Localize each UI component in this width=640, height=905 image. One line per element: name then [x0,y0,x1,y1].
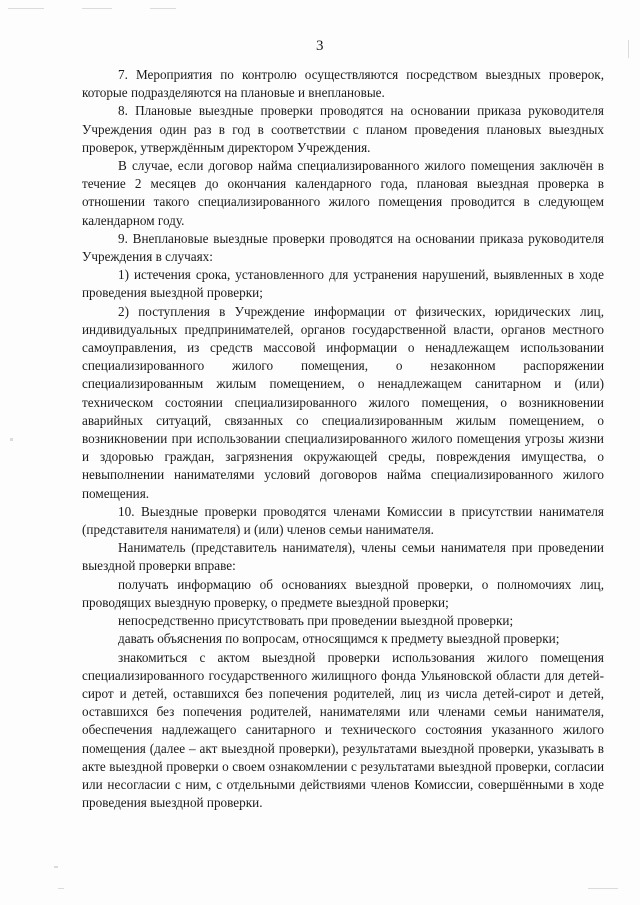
paragraph-rights-intro: Наниматель (представитель нанимателя), члены семьи нанимателя при проведении выездной проверки вправе: [82,540,604,574]
scan-artifact [588,888,618,889]
paragraph-7: 7. Мероприятия по контролю осуществляются посредством выездных проверок, которые подразделяются на плановые и внеплановые. [82,67,604,101]
scan-artifact [82,8,112,9]
paragraph-8-note: В случае, если договор найма специализированного жилого помещения заключён в течение 2 месяцев до окончания календарного года, плановая выездная проверка в отношении такого специализированного жилого помещения проводится в следующем календарном году. [82,158,604,228]
scan-artifact [54,866,58,868]
paragraph-9-item-2: 2) поступления в Учреждение информации от физических, юридических лиц, индивидуальных предпринимателей, органов государственной власти, органов местного самоуправления, из средств массовой информации о ненадлежащем использовании специализированного жилого помещения, о незаконном распоряжении специализированным жилым помещением, о ненадлежащем санитарном и (или) техническом состоянии специализированного жилого помещения, о возникновении аварийных ситуаций, связанных со специализированным жилым помещением, о возникновении при использовании специализированного жилого помещения угрозы жизни и здоровью граждан, загрязнения окружающей среды, повреждения имущества, о невыполнении нанимателями условий договоров найма специализированного жилого помещения. [82,303,604,501]
paragraph-8: 8. Плановые выездные проверки проводятся на основании приказа руководителя Учреждения один раз в год в соответствии с планом проведения плановых выездных проверок, утверждённым директором Учреждения. [82,103,604,155]
scan-artifact [58,888,64,889]
right-receive-information: получать информацию об основаниях выездной проверки, о полномочиях лиц, проводящих выездную проверку, о предмете выездной проверки; [82,576,604,610]
paragraph-10: 10. Выездные проверки проводятся членами Комиссии в присутствии нанимателя (представителя нанимателя) и (или) членов семьи нанимателя. [82,503,604,538]
page-number: 3 [316,38,324,54]
scan-artifact [10,438,13,441]
right-review-act: знакомиться с актом выездной проверки использования жилого помещения специализированного государственного жилищного фонда Ульяновской области для детей-сирот и детей, оставшихся без попечения родителей, лиц из числа детей-сирот и детей, оставшихся без попечения родителей, нанимателями или членами семьи нанимателя, обеспечения надлежащего санитарного и технического состояния указанного жилого помещения (далее – акт выездной проверки), результатами выездной проверки, указывать в акте выездной проверки о своем ознакомлении с результатами выездной проверки, согласии или несогласии с ним, с отдельными действиями членов Комиссии, совершёнными в ходе проведения выездной проверки. [82,649,604,811]
document-body [82,66,604,812]
right-be-present: непосредственно присутствовать при проведении выездной проверки; [118,613,514,629]
scan-artifact [150,8,176,9]
scan-artifact [8,8,44,9]
paragraph-9: 9. Внеплановые выездные проверки проводятся на основании приказа руководителя Учреждения в случаях: [82,230,604,265]
right-give-explanations: давать объяснения по вопросам, относящимся к предмету выездной проверки; [118,631,560,647]
paragraph-9-item-1: 1) истечения срока, установленного для устранения нарушений, выявленных в ходе проведения выездной проверки; [82,267,604,301]
